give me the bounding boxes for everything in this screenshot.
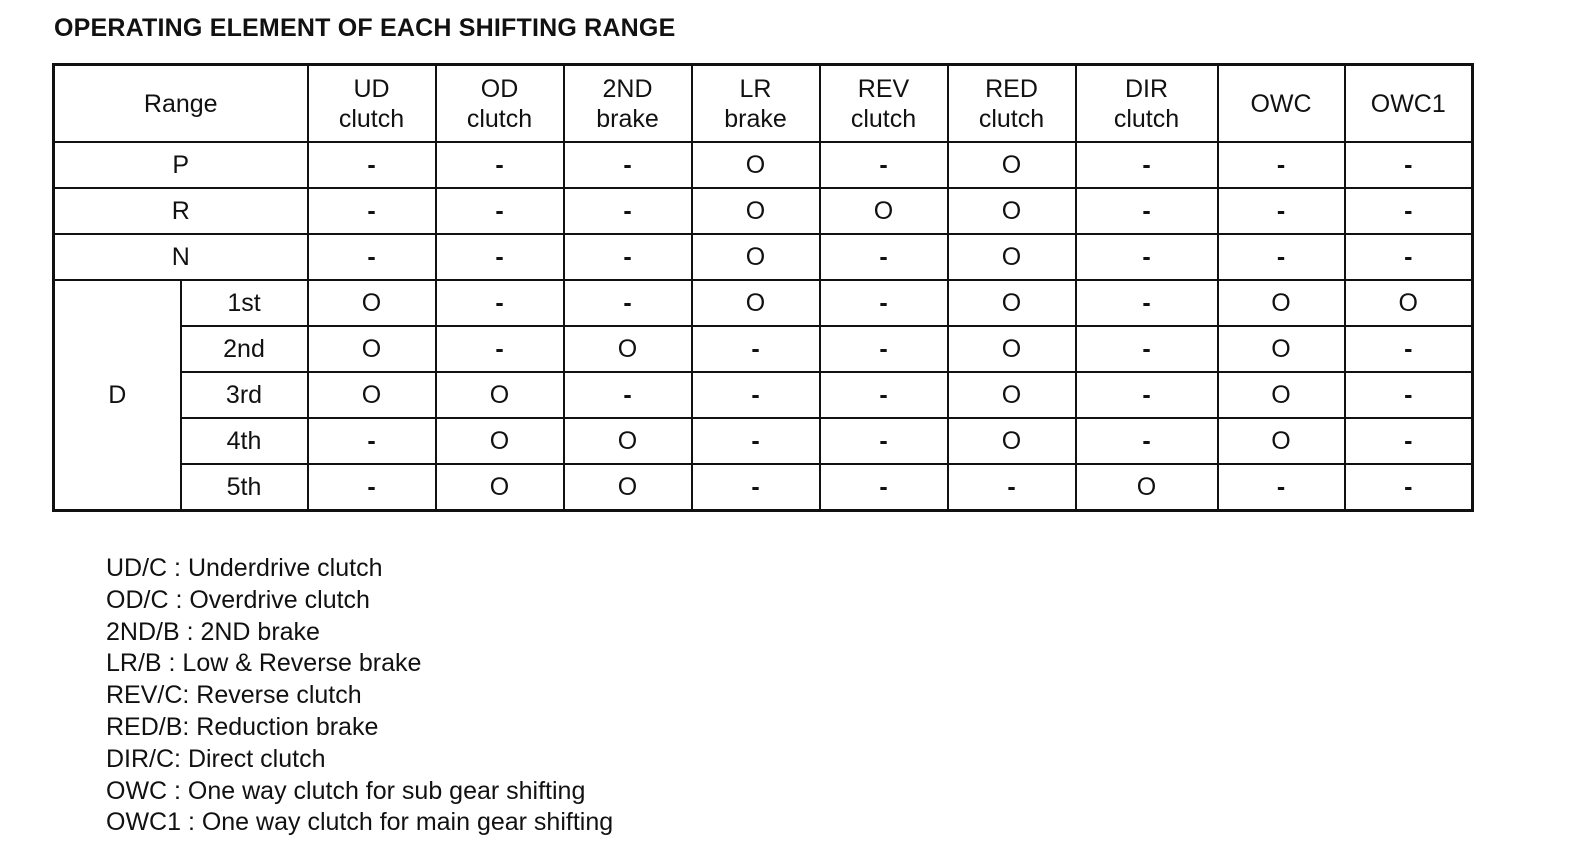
range-header: Range: [54, 65, 308, 143]
not-engaged-mark: -: [820, 234, 948, 280]
engaged-mark: O: [948, 234, 1076, 280]
not-engaged-mark: -: [820, 372, 948, 418]
not-engaged-mark: -: [436, 142, 564, 188]
legend-item: RED/B: Reduction brake: [106, 712, 379, 741]
not-engaged-mark: -: [820, 280, 948, 326]
not-engaged-mark: -: [692, 418, 820, 464]
table-row: [54, 326, 1473, 372]
not-engaged-mark: -: [308, 142, 436, 188]
not-engaged-mark: -: [564, 234, 692, 280]
column-header-line1: RED: [985, 74, 1038, 103]
not-engaged-mark: -: [564, 188, 692, 234]
gear-label: 1st: [181, 280, 308, 326]
not-engaged-mark: -: [820, 326, 948, 372]
column-header-line2: clutch: [1113, 104, 1180, 133]
gear-label: 2nd: [181, 326, 308, 372]
column-header: [820, 65, 948, 143]
not-engaged-mark: -: [1076, 280, 1218, 326]
table-row: [54, 234, 1473, 280]
column-header: [1345, 65, 1473, 143]
column-header: [692, 65, 820, 143]
not-engaged-mark: -: [820, 418, 948, 464]
page-title: OPERATING ELEMENT OF EACH SHIFTING RANGE: [54, 14, 676, 42]
not-engaged-mark: -: [308, 418, 436, 464]
engaged-mark: O: [948, 418, 1076, 464]
engaged-mark: O: [948, 142, 1076, 188]
not-engaged-mark: -: [1345, 418, 1473, 464]
not-engaged-mark: -: [1076, 234, 1218, 280]
not-engaged-mark: -: [1345, 188, 1473, 234]
not-engaged-mark: -: [820, 142, 948, 188]
legend-item: DIR/C: Direct clutch: [106, 744, 326, 773]
not-engaged-mark: -: [1218, 464, 1345, 511]
engaged-mark: O: [1218, 280, 1345, 326]
legend: [106, 553, 613, 839]
operating-element-table: [52, 63, 1474, 512]
not-engaged-mark: -: [1076, 142, 1218, 188]
engaged-mark: O: [564, 418, 692, 464]
range-label: N: [54, 234, 308, 280]
column-header-line1: REV: [857, 74, 910, 103]
engaged-mark: O: [692, 280, 820, 326]
column-header-line1: 2ND: [602, 74, 653, 103]
not-engaged-mark: -: [308, 464, 436, 511]
engaged-mark: O: [308, 326, 436, 372]
not-engaged-mark: -: [308, 188, 436, 234]
not-engaged-mark: -: [692, 464, 820, 511]
gear-label: 5th: [181, 464, 308, 511]
not-engaged-mark: -: [1345, 326, 1473, 372]
not-engaged-mark: -: [564, 142, 692, 188]
not-engaged-mark: -: [948, 464, 1076, 511]
engaged-mark: O: [1218, 372, 1345, 418]
legend-item: 2ND/B : 2ND brake: [106, 617, 320, 646]
engaged-mark: O: [1218, 418, 1345, 464]
column-header-line1: UD: [353, 74, 390, 103]
not-engaged-mark: -: [564, 280, 692, 326]
engaged-mark: O: [436, 418, 564, 464]
column-header-line1: DIR: [1124, 74, 1169, 103]
column-header-line2: clutch: [338, 104, 405, 133]
column-header: [1076, 65, 1218, 143]
column-header: [564, 65, 692, 143]
legend-item: OD/C : Overdrive clutch: [106, 585, 370, 614]
column-header: [436, 65, 564, 143]
gear-label: 4th: [181, 418, 308, 464]
engaged-mark: O: [564, 326, 692, 372]
legend-item: REV/C: Reverse clutch: [106, 681, 362, 710]
engaged-mark: O: [692, 142, 820, 188]
not-engaged-mark: -: [436, 326, 564, 372]
table-row: [54, 418, 1473, 464]
column-header-line1: OWC: [1250, 89, 1312, 118]
table-row: [54, 280, 1473, 326]
not-engaged-mark: -: [692, 326, 820, 372]
range-label-d: D: [54, 280, 181, 511]
table-row: [54, 464, 1473, 511]
engaged-mark: O: [1076, 464, 1218, 511]
engaged-mark: O: [948, 280, 1076, 326]
engaged-mark: O: [948, 372, 1076, 418]
legend-item: OWC1 : One way clutch for main gear shifting: [106, 808, 614, 837]
not-engaged-mark: -: [436, 234, 564, 280]
not-engaged-mark: -: [1076, 188, 1218, 234]
column-header-line2: clutch: [850, 104, 917, 133]
table-row: [54, 372, 1473, 418]
engaged-mark: O: [948, 188, 1076, 234]
column-header-line2: brake: [596, 104, 659, 133]
not-engaged-mark: -: [436, 280, 564, 326]
engaged-mark: O: [564, 464, 692, 511]
engaged-mark: O: [308, 372, 436, 418]
legend-item: LR/B : Low & Reverse brake: [106, 649, 422, 678]
not-engaged-mark: -: [436, 188, 564, 234]
column-header-line2: brake: [724, 104, 787, 133]
engaged-mark: O: [820, 188, 948, 234]
column-header-line1: LR: [739, 74, 772, 103]
legend-item: UD/C : Underdrive clutch: [106, 554, 383, 582]
column-header: [308, 65, 436, 143]
not-engaged-mark: -: [1218, 142, 1345, 188]
column-header-line1: OD: [480, 74, 519, 103]
not-engaged-mark: -: [1218, 188, 1345, 234]
range-label: P: [54, 142, 308, 188]
engaged-mark: O: [1218, 326, 1345, 372]
column-header-line1: OWC1: [1370, 89, 1446, 118]
not-engaged-mark: -: [1218, 234, 1345, 280]
engaged-mark: O: [692, 234, 820, 280]
column-header: [1218, 65, 1345, 143]
not-engaged-mark: -: [1345, 234, 1473, 280]
not-engaged-mark: -: [1345, 372, 1473, 418]
header-row: [54, 65, 1473, 143]
column-header-line2: clutch: [978, 104, 1045, 133]
range-label: R: [54, 188, 308, 234]
column-header-line2: clutch: [466, 104, 533, 133]
not-engaged-mark: -: [820, 464, 948, 511]
not-engaged-mark: -: [1076, 418, 1218, 464]
not-engaged-mark: -: [692, 372, 820, 418]
column-header: [948, 65, 1076, 143]
not-engaged-mark: -: [1345, 464, 1473, 511]
engaged-mark: O: [692, 188, 820, 234]
not-engaged-mark: -: [308, 234, 436, 280]
engaged-mark: O: [436, 372, 564, 418]
legend-item: OWC : One way clutch for sub gear shifting: [106, 776, 586, 805]
not-engaged-mark: -: [1345, 142, 1473, 188]
not-engaged-mark: -: [1076, 326, 1218, 372]
table-row: [54, 142, 1473, 188]
not-engaged-mark: -: [1076, 372, 1218, 418]
not-engaged-mark: -: [564, 372, 692, 418]
engaged-mark: O: [436, 464, 564, 511]
engaged-mark: O: [948, 326, 1076, 372]
table-row: [54, 188, 1473, 234]
engaged-mark: O: [308, 280, 436, 326]
engaged-mark: O: [1345, 280, 1473, 326]
gear-label: 3rd: [181, 372, 308, 418]
